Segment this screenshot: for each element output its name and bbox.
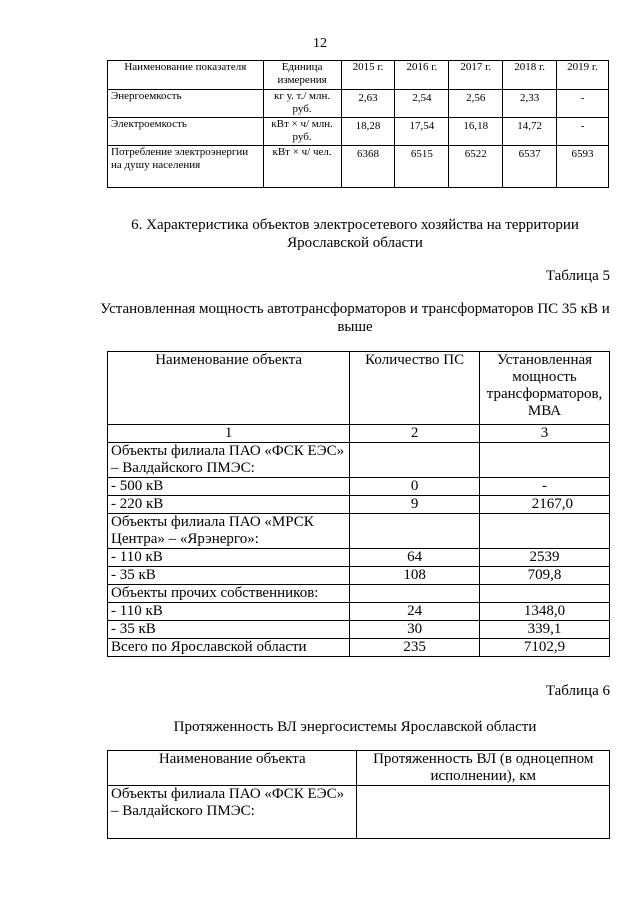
table6-title: Протяженность ВЛ энергосистемы Ярославской области bbox=[173, 719, 537, 735]
power-line-length-table bbox=[107, 750, 610, 839]
object-name-cell: - 110 кВ bbox=[108, 603, 350, 621]
header-cell: Единица измерения bbox=[263, 61, 341, 90]
table-header-row bbox=[108, 352, 610, 425]
object-name-cell: - 220 кВ bbox=[108, 496, 350, 514]
value-cell: 2,33 bbox=[503, 90, 557, 118]
value-cell: 2,56 bbox=[449, 90, 503, 118]
index-cell: 2 bbox=[350, 425, 480, 443]
header-cell: Количество ПС bbox=[350, 352, 480, 425]
index-cell: 1 bbox=[108, 425, 350, 443]
unit-cell: кВт × ч/ млн. руб. bbox=[263, 118, 341, 146]
table-total-row bbox=[108, 639, 610, 657]
table-row bbox=[108, 90, 609, 118]
value-cell: 2,54 bbox=[395, 90, 449, 118]
table-row bbox=[108, 478, 610, 496]
capacity-cell: - bbox=[480, 478, 610, 496]
value-cell: 2,63 bbox=[341, 90, 395, 118]
object-name-cell: Всего по Ярославской области bbox=[108, 639, 350, 657]
count-cell bbox=[350, 514, 480, 549]
unit-cell: кг у. т./ млн. руб. bbox=[263, 90, 341, 118]
table-row bbox=[108, 514, 610, 549]
capacity-cell: 2539 bbox=[480, 549, 610, 567]
index-cell: 3 bbox=[480, 425, 610, 443]
table-row bbox=[108, 603, 610, 621]
table-row bbox=[108, 567, 610, 585]
value-cell: - bbox=[557, 118, 609, 146]
count-cell: 9 bbox=[350, 496, 480, 514]
count-cell: 0 bbox=[350, 478, 480, 496]
capacity-cell: 709,8 bbox=[480, 567, 610, 585]
value-cell: 18,28 bbox=[341, 118, 395, 146]
table-row bbox=[108, 786, 610, 839]
unit-cell: кВт × ч/ чел. bbox=[263, 146, 341, 188]
capacity-cell bbox=[480, 514, 610, 549]
object-name-cell: Объекты филиала ПАО «ФСК ЕЭС» – Валдайского ПМЭС: bbox=[108, 443, 350, 478]
value-cell: 6537 bbox=[503, 146, 557, 188]
capacity-cell bbox=[480, 585, 610, 603]
count-cell bbox=[350, 443, 480, 478]
object-name-cell: - 35 кВ bbox=[108, 621, 350, 639]
length-cell bbox=[357, 786, 610, 839]
count-cell: 64 bbox=[350, 549, 480, 567]
object-name-cell: - 110 кВ bbox=[108, 549, 350, 567]
count-cell: 24 bbox=[350, 603, 480, 621]
table-row bbox=[108, 443, 610, 478]
table-row bbox=[108, 585, 610, 603]
table-row bbox=[108, 621, 610, 639]
object-name-cell: Объекты прочих собственников: bbox=[108, 585, 350, 603]
capacity-cell: 7102,9 bbox=[480, 639, 610, 657]
table5-number: Таблица 5 bbox=[545, 268, 610, 284]
header-cell: Протяженность ВЛ (в одноцепном исполнении), км bbox=[357, 751, 610, 786]
header-cell: 2016 г. bbox=[395, 61, 449, 90]
table-row bbox=[108, 496, 610, 514]
row-label: Потребление электроэнергии на душу населения bbox=[108, 146, 264, 188]
table6-number: Таблица 6 bbox=[545, 683, 610, 699]
row-label: Электроемкость bbox=[108, 118, 264, 146]
value-cell: 6368 bbox=[341, 146, 395, 188]
object-name-cell: - 35 кВ bbox=[108, 567, 350, 585]
count-cell bbox=[350, 585, 480, 603]
capacity-cell: 1348,0 bbox=[480, 603, 610, 621]
row-label: Энергоемкость bbox=[108, 90, 264, 118]
table-header-row bbox=[108, 751, 610, 786]
table-row bbox=[108, 146, 609, 188]
table-row bbox=[108, 549, 610, 567]
value-cell: - bbox=[557, 90, 609, 118]
header-cell: Установленная мощность трансформаторов, МВА bbox=[480, 352, 610, 425]
header-cell: Наименование объекта bbox=[108, 751, 357, 786]
count-cell: 30 bbox=[350, 621, 480, 639]
header-cell: 2019 г. bbox=[557, 61, 609, 90]
header-cell: Наименование объекта bbox=[108, 352, 350, 425]
value-cell: 16,18 bbox=[449, 118, 503, 146]
value-cell: 6515 bbox=[395, 146, 449, 188]
column-index-row bbox=[108, 425, 610, 443]
value-cell: 17,54 bbox=[395, 118, 449, 146]
energy-indicators-table bbox=[107, 60, 609, 188]
object-name-cell: Объекты филиала ПАО «ФСК ЕЭС» – Валдайского ПМЭС: bbox=[108, 786, 357, 839]
table-row bbox=[108, 118, 609, 146]
value-cell: 14,72 bbox=[503, 118, 557, 146]
section-heading: 6. Характеристика объектов электросетевого хозяйства на территории Ярославской области bbox=[131, 217, 579, 251]
table-header-row bbox=[108, 61, 609, 90]
count-cell: 108 bbox=[350, 567, 480, 585]
header-cell: 2015 г. bbox=[341, 61, 395, 90]
transformer-capacity-table bbox=[107, 351, 610, 657]
count-cell: 235 bbox=[350, 639, 480, 657]
header-cell: 2018 г. bbox=[503, 61, 557, 90]
capacity-cell bbox=[480, 443, 610, 478]
page-number: 12 bbox=[313, 36, 327, 51]
capacity-cell: 339,1 bbox=[480, 621, 610, 639]
table5-title: Установленная мощность автотрансформаторов и трансформаторов ПС 35 кВ и выше bbox=[100, 301, 610, 335]
object-name-cell: Объекты филиала ПАО «МРСК Центра» – «Ярэнерго»: bbox=[108, 514, 350, 549]
capacity-cell: 2167,0 bbox=[480, 496, 610, 514]
header-cell: 2017 г. bbox=[449, 61, 503, 90]
value-cell: 6522 bbox=[449, 146, 503, 188]
value-cell: 6593 bbox=[557, 146, 609, 188]
header-cell: Наименование показателя bbox=[108, 61, 264, 90]
object-name-cell: - 500 кВ bbox=[108, 478, 350, 496]
